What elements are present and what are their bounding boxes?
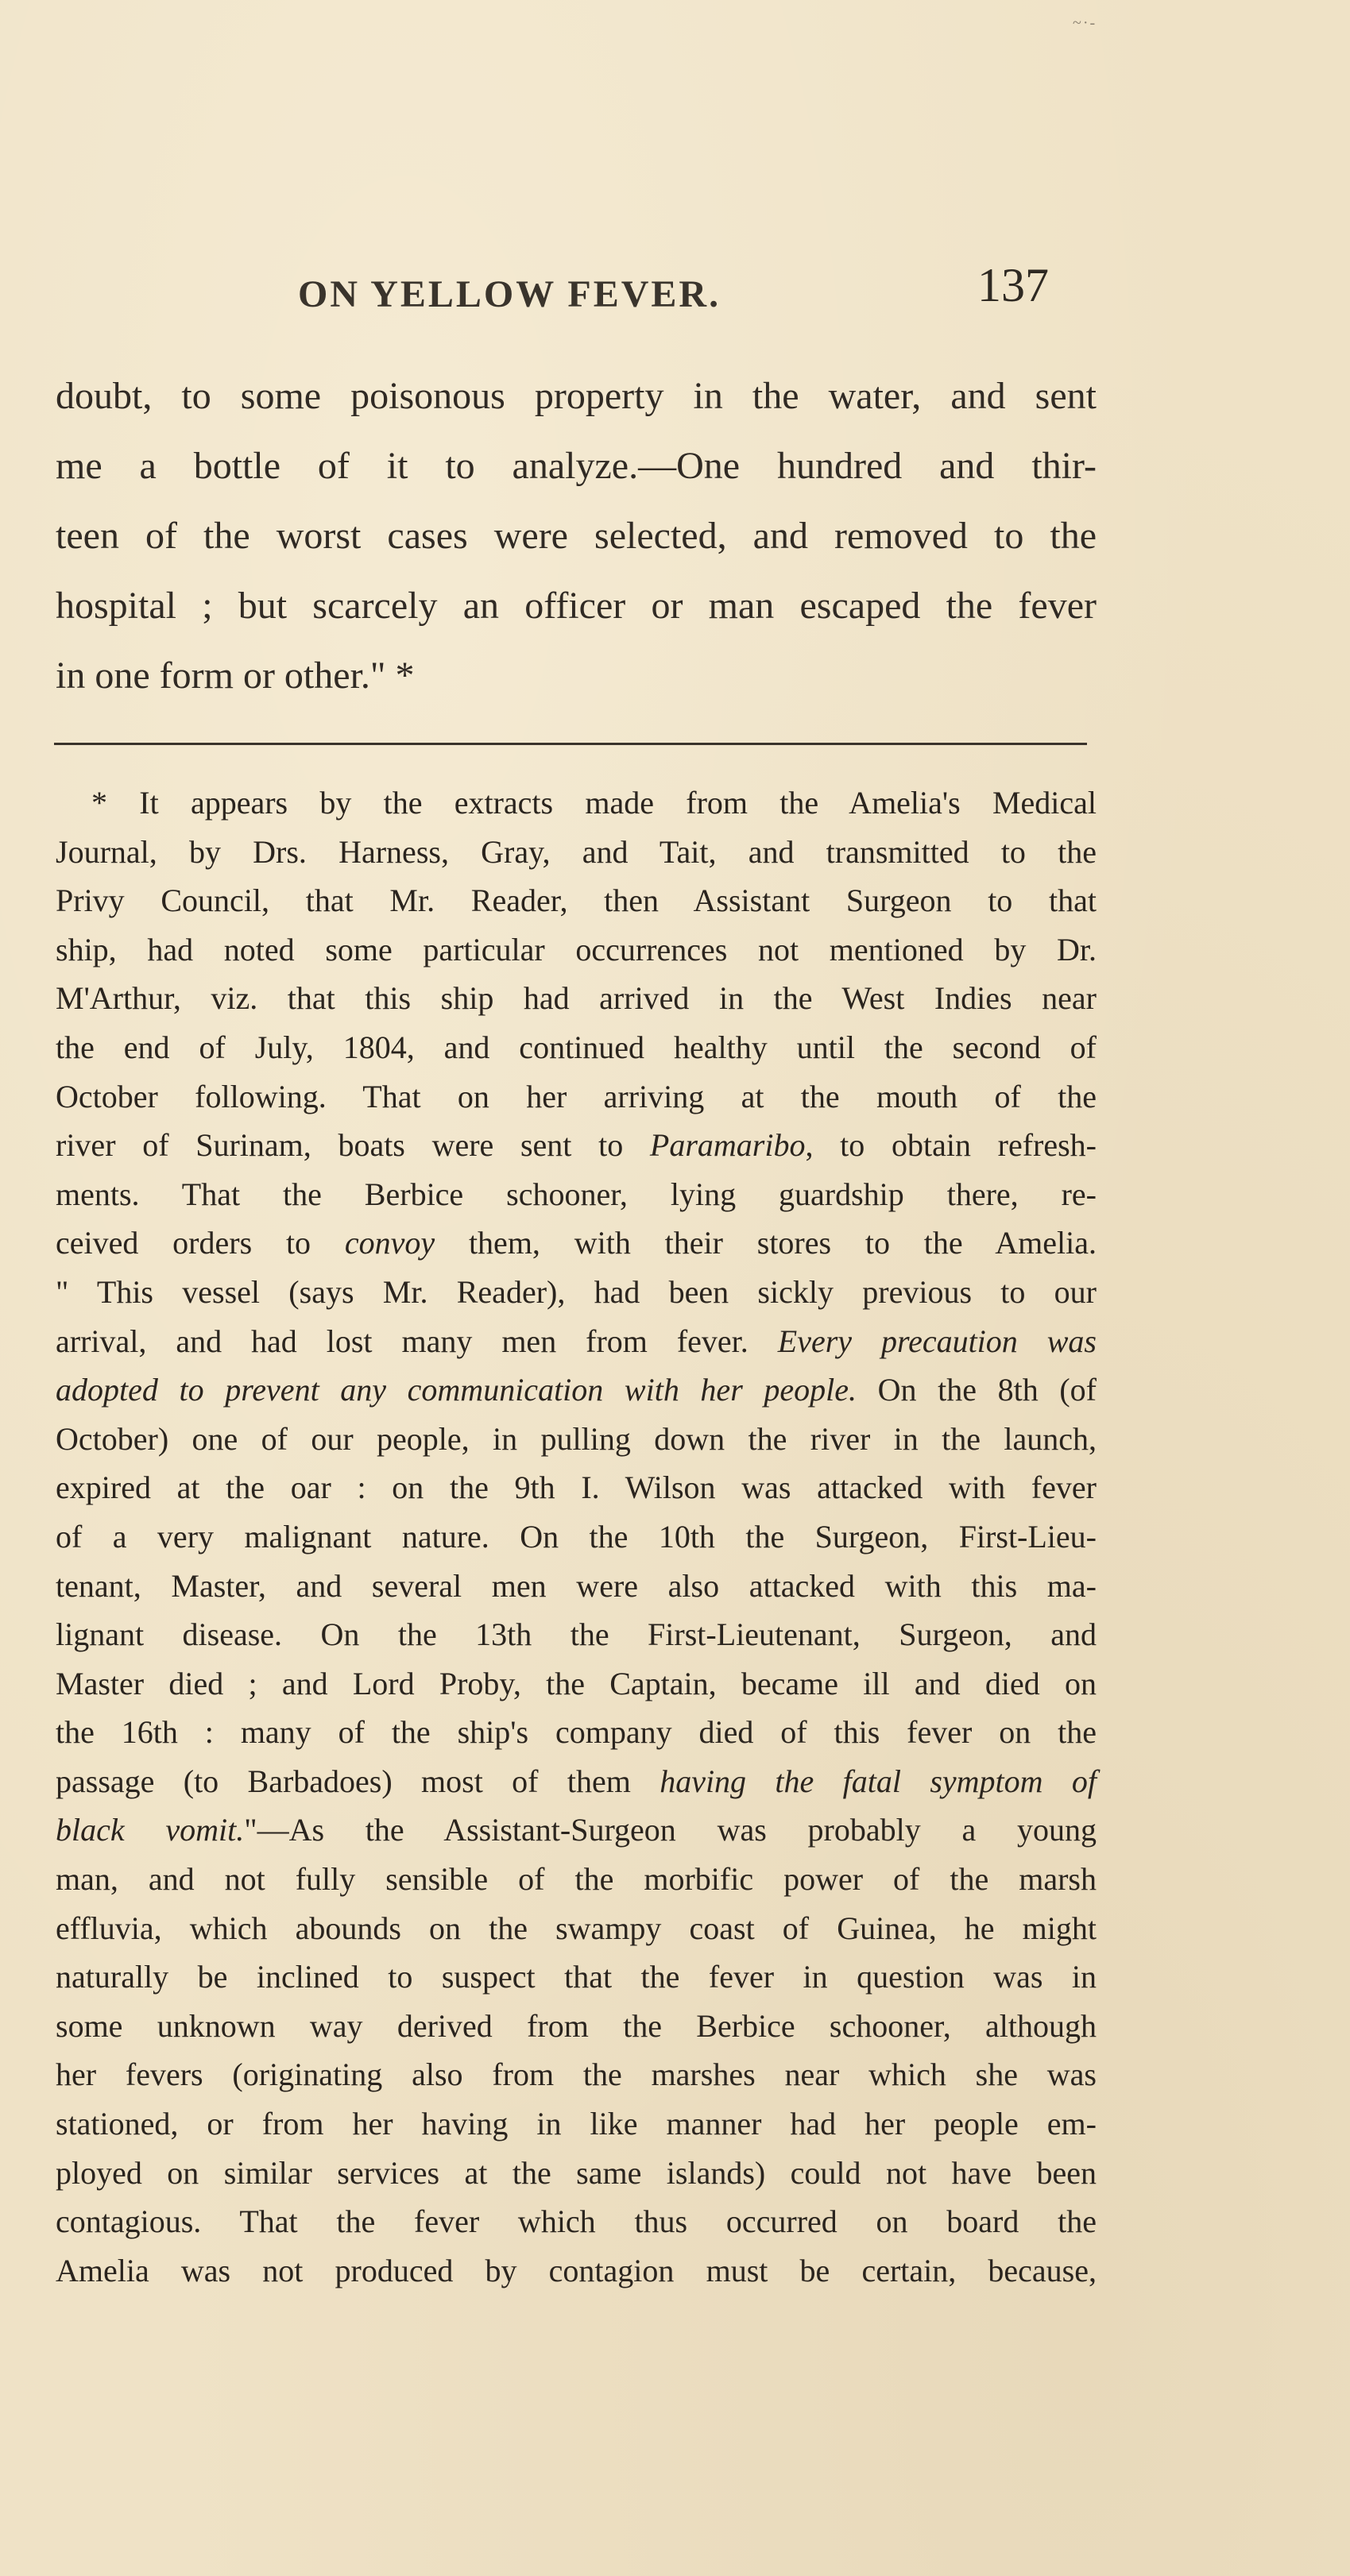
footnote-line: stationed, or from her having in like manner had her people em- bbox=[56, 2106, 1097, 2142]
footnote-line: October following. That on her arriving at the mouth of the bbox=[56, 1078, 1097, 1114]
footnote-line: the 16th : many of the ship's company died of this fever on the bbox=[56, 1714, 1097, 1751]
footnote-text: "—As the Assistant-Surgeon was probably a young bbox=[244, 1812, 1097, 1848]
main-text-line: doubt, to some poisonous property in the water, and sent bbox=[56, 375, 1097, 417]
footnote-line: ship, had noted some particular occurrences not mentioned by Dr. bbox=[56, 931, 1097, 967]
footnote-line bbox=[56, 1806, 1097, 1855]
footnote-line: lignant disease. On the 13th the First-Lieutenant, Surgeon, and bbox=[56, 1616, 1097, 1653]
footnote-line: * It appears by the extracts made from the Amelia's Medical bbox=[91, 785, 1097, 821]
footnote-line: expired at the oar : on the 9th I. Wilson was attacked with fever bbox=[56, 1470, 1097, 1506]
footnote-text: On the 8th (of bbox=[857, 1372, 1097, 1408]
footnote-line: tenant, Master, and several men were also attacked with this ma- bbox=[56, 1567, 1097, 1604]
italic-text: adopted to prevent any communication with her people. bbox=[56, 1372, 857, 1408]
footnote-line: Master died ; and Lord Proby, the Captain, became ill and died on bbox=[56, 1665, 1097, 1701]
running-head: ON YELLOW FEVER. bbox=[298, 273, 721, 315]
main-text-line: me a bottle of it to analyze.—One hundred and thir- bbox=[56, 445, 1097, 487]
footnote-line: contagious. That the fever which thus occurred on board the bbox=[56, 2203, 1097, 2240]
footnote-block bbox=[56, 778, 1097, 2295]
page-number: 137 bbox=[977, 259, 1049, 311]
footnote-divider bbox=[54, 743, 1087, 745]
italic-text: convoy bbox=[344, 1225, 435, 1261]
footnote-line: effluvia, which abounds on the swampy coast of Guinea, he might bbox=[56, 1910, 1097, 1946]
main-text-line: in one form or other." * bbox=[56, 655, 415, 697]
footnote-line bbox=[56, 1757, 1097, 1806]
footnote-line bbox=[56, 1365, 1097, 1415]
footnote-line: " This vessel (says Mr. Reader), had been sickly previous to our bbox=[56, 1273, 1097, 1310]
footnote-line bbox=[56, 1121, 1097, 1170]
footnote-line: October) one of our people, in pulling down the river in the launch, bbox=[56, 1420, 1097, 1457]
footnote-line: Privy Council, that Mr. Reader, then Assistant Surgeon to that bbox=[56, 882, 1097, 919]
footnote-line: naturally be inclined to suspect that the fever in question was in bbox=[56, 1959, 1097, 1995]
italic-text: Every precaution was bbox=[777, 1323, 1097, 1359]
page-header bbox=[56, 258, 1089, 322]
footnote-text: ceived orders to bbox=[56, 1225, 345, 1261]
footnote-line: Journal, by Drs. Harness, Gray, and Tait, and transmitted to the bbox=[56, 833, 1097, 870]
footnote-line: of a very malignant nature. On the 10th the Surgeon, First-Lieu- bbox=[56, 1518, 1097, 1554]
italic-text: black vomit. bbox=[56, 1812, 245, 1848]
italic-text: having the fatal symptom of bbox=[660, 1763, 1097, 1799]
footnote-line: the end of July, 1804, and continued healthy until the second of bbox=[56, 1029, 1097, 1065]
footnote-line bbox=[56, 1317, 1097, 1366]
corner-mark: ~·- bbox=[1073, 14, 1097, 32]
footnote-line: M'Arthur, viz. that this ship had arrived in the West Indies near bbox=[56, 980, 1097, 1017]
footnote-line: ments. That the Berbice schooner, lying guardship there, re- bbox=[56, 1176, 1097, 1212]
footnote-line: Amelia was not produced by contagion must be certain, because, bbox=[56, 2252, 1097, 2288]
footnote-line: ployed on similar services at the same islands) could not have been bbox=[56, 2154, 1097, 2191]
footnote-line: some unknown way derived from the Berbice schooner, although bbox=[56, 2007, 1097, 2044]
footnote-line: man, and not fully sensible of the morbific power of the marsh bbox=[56, 1861, 1097, 1898]
main-text-block bbox=[56, 361, 1097, 711]
footnote-text: them, with their stores to the Amelia. bbox=[435, 1225, 1097, 1261]
footnote-text: , to obtain refresh- bbox=[805, 1127, 1097, 1164]
footnote-text: passage (to Barbadoes) most of them bbox=[56, 1763, 660, 1799]
italic-text: Paramaribo bbox=[649, 1127, 806, 1164]
footnote-text: arrival, and had lost many men from fever. bbox=[56, 1323, 778, 1359]
footnote-line: her fevers (originating also from the marshes near which she was bbox=[56, 2057, 1097, 2093]
main-text-line: hospital ; but scarcely an officer or man escaped the fever bbox=[56, 585, 1097, 627]
footnote-text: river of Surinam, boats were sent to bbox=[56, 1127, 650, 1164]
footnote-line bbox=[56, 1218, 1097, 1268]
main-text-line: teen of the worst cases were selected, and removed to the bbox=[56, 515, 1097, 557]
